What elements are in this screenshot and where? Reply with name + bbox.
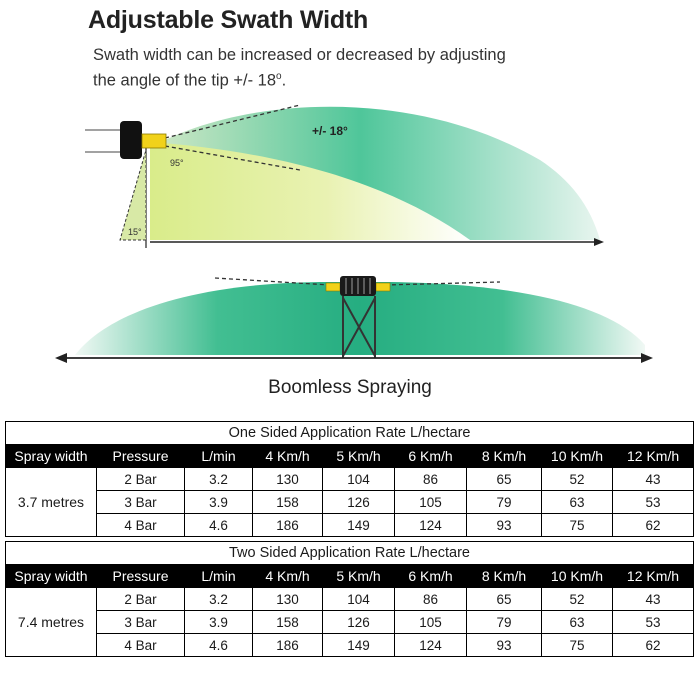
header-pressure: Pressure [97,565,185,588]
header-4kmh: 4 Km/h [253,445,323,468]
table-cell: 79 [467,491,542,514]
table-cell: 186 [253,514,323,537]
table-row [6,514,694,537]
table-cell: 53 [613,611,694,634]
header-lmin: L/min [185,445,253,468]
nozzle-tip [142,134,166,148]
description [93,45,506,92]
table-cell: 75 [542,634,613,657]
table-cell: 4.6 [185,514,253,537]
header-spray-width: Spray width [6,445,97,468]
table-row [6,491,694,514]
table-cell: 124 [395,514,467,537]
table-cell: 63 [542,611,613,634]
table-cell: 3.9 [185,491,253,514]
table-cell: 43 [613,468,694,491]
boom-nozzle-right [376,283,390,291]
table-cell: 149 [323,634,395,657]
two-sided-rate-table [5,541,694,657]
one-sided-rate-table [5,421,694,537]
table-row [6,611,694,634]
table-caption: Two Sided Application Rate L/hectare [6,542,694,565]
header-12kmh: 12 Km/h [613,565,694,588]
table-cell: 158 [253,491,323,514]
table-cell: 62 [613,634,694,657]
table-cell: 130 [253,588,323,611]
table-cell: 104 [323,588,395,611]
table-cell: 2 Bar [97,588,185,611]
table-cell: 130 [253,468,323,491]
table-cell: 3.9 [185,611,253,634]
table-cell: 75 [542,514,613,537]
table-cell: 126 [323,491,395,514]
table-cell: 3 Bar [97,491,185,514]
table-cell: 43 [613,588,694,611]
header-6kmh: 6 Km/h [395,565,467,588]
header-lmin: L/min [185,565,253,588]
header-5kmh: 5 Km/h [323,565,395,588]
nozzle-body [120,121,142,159]
table-cell: 62 [613,514,694,537]
table-cell: 52 [542,468,613,491]
table-cell: 2 Bar [97,468,185,491]
header-4kmh: 4 Km/h [253,565,323,588]
angle-tilt-label: 15° [128,227,142,237]
table-cell: 63 [542,491,613,514]
page-title: Adjustable Swath Width [88,6,369,34]
table-cell: 93 [467,634,542,657]
table-row [6,634,694,657]
header-5kmh: 5 Km/h [323,445,395,468]
description-line-1: Swath width can be increased or decreased by adjusting [93,46,506,64]
header-10kmh: 10 Km/h [542,445,613,468]
table-cell: 3.2 [185,588,253,611]
table-cell: 105 [395,611,467,634]
description-line-2: the angle of the tip +/- 18$^o$. [93,71,287,90]
table-cell: 149 [323,514,395,537]
spray-width-cell: 7.4 metres [6,588,97,657]
table-cell: 104 [323,468,395,491]
table-cell: 3 Bar [97,611,185,634]
table-cell: 186 [253,634,323,657]
table-cell: 4.6 [185,634,253,657]
table-cell: 86 [395,588,467,611]
header-6kmh: 6 Km/h [395,445,467,468]
table-cell: 158 [253,611,323,634]
table-cell: 126 [323,611,395,634]
table-cell: 65 [467,588,542,611]
table-row [6,588,694,611]
header-8kmh: 8 Km/h [467,565,542,588]
table-cell: 65 [467,468,542,491]
angle-spray-label: 95° [170,158,184,168]
angle-adjust-label: +/- 18° [312,124,348,138]
boom-nozzle-left [326,283,340,291]
header-8kmh: 8 Km/h [467,445,542,468]
arrow-right-head [641,353,653,363]
table-cell: 4 Bar [97,634,185,657]
header-spray-width: Spray width [6,565,97,588]
table-caption: One Sided Application Rate L/hectare [6,422,694,445]
table-row [6,468,694,491]
table-cell: 124 [395,634,467,657]
table-cell: 53 [613,491,694,514]
table-cell: 79 [467,611,542,634]
header-12kmh: 12 Km/h [613,445,694,468]
table-cell: 4 Bar [97,514,185,537]
spray-width-cell: 3.7 metres [6,468,97,537]
boomless-caption: Boomless Spraying [268,377,432,398]
table-cell: 52 [542,588,613,611]
table-cell: 93 [467,514,542,537]
header-10kmh: 10 Km/h [542,565,613,588]
arrow-left-head [55,353,67,363]
header-pressure: Pressure [97,445,185,468]
table-cell: 105 [395,491,467,514]
table-cell: 86 [395,468,467,491]
table-cell: 3.2 [185,468,253,491]
